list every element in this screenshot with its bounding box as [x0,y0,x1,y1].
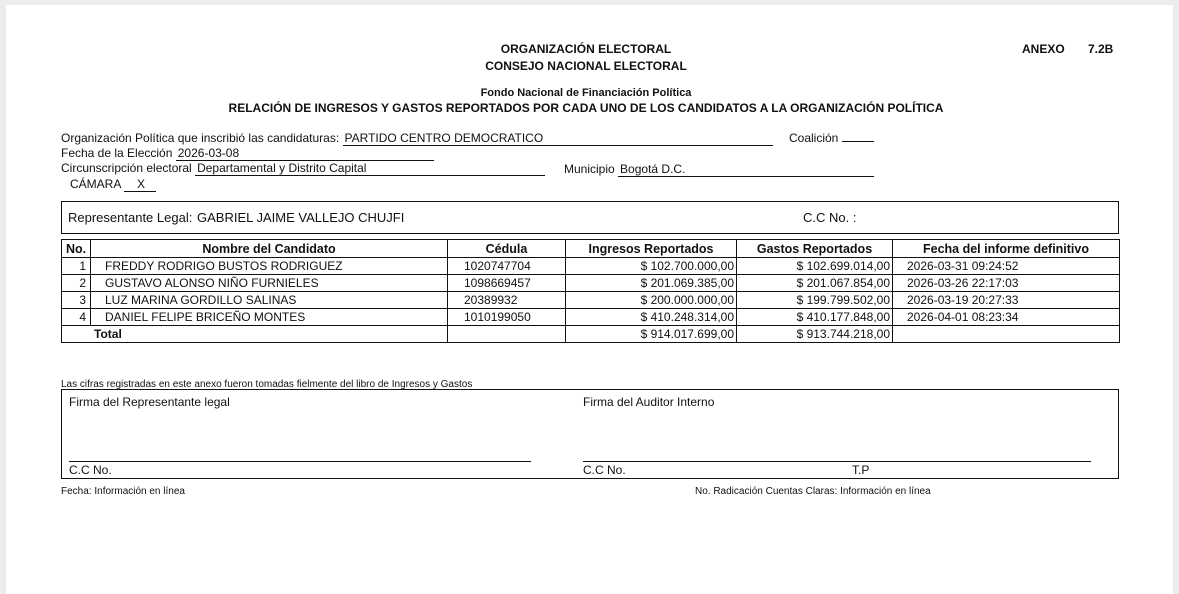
row-expenses: $ 201.067.854,00 [737,275,893,292]
total-row [62,326,1120,343]
org-electoral-title: ORGANIZACIÓN ELECTORAL [500,42,672,56]
date-info: Fecha: Información en línea [61,486,185,497]
signature-box [61,389,1119,479]
municipality-value: Bogotá D.C. [618,163,874,177]
row-name: GUSTAVO ALONSO NIÑO FURNIELES [91,275,448,292]
chamber-value: X [124,178,156,192]
municipality-field [564,162,874,177]
total-id-cell [448,326,566,343]
row-no: 1 [62,258,91,275]
legal-rep-name: GABRIEL JAIME VALLEJO CHUJFI [197,210,405,225]
legal-rep-label: Representante Legal: [68,210,193,225]
election-date-value: 2026-03-08 [176,147,434,161]
document-page [6,5,1173,594]
circ-value: Departamental y Distrito Capital [195,162,545,176]
legal-rep-cc-label: C.C No. : [803,210,857,225]
circ-field [61,161,545,176]
row-expenses: $ 199.799.502,00 [737,292,893,309]
table-row [62,258,1120,275]
coalition-field [789,131,874,145]
row-no: 2 [62,275,91,292]
row-no: 4 [62,309,91,326]
election-date-label: Fecha de la Elección [61,146,173,160]
sig-rep-label: Firma del Representante legal [69,395,230,409]
table-row [62,309,1120,326]
chamber-field [70,177,156,192]
total-income: $ 914.017.699,00 [566,326,737,343]
row-name: DANIEL FELIPE BRICEÑO MONTES [91,309,448,326]
row-id: 1010199050 [448,309,566,326]
coalition-value [842,141,874,142]
row-date: 2026-03-26 22:17:03 [893,275,1120,292]
sig-auditor-line [583,461,1091,462]
legal-rep-box [61,201,1119,234]
chamber-label: CÁMARA [70,177,121,191]
source-note: Las cifras registradas en este anexo fueron tomadas fielmente del libro de Ingresos y Gastos [61,379,473,390]
org-field [61,131,773,146]
filing-info: No. Radicación Cuentas Claras: Información en línea [695,486,931,497]
row-income: $ 201.069.385,00 [566,275,737,292]
fund-title: Fondo Nacional de Financiación Política [480,87,692,99]
header-no: No. [62,240,91,258]
election-date-field [61,146,434,161]
total-date-cell [893,326,1120,343]
header-id: Cédula [448,240,566,258]
header-income: Ingresos Reportados [566,240,737,258]
cc-right-label: C.C No. [583,463,626,477]
annex-number: 7.2B [1088,42,1114,56]
org-label: Organización Política que inscribió las candidaturas: [61,131,340,145]
candidates-table [61,239,1120,343]
row-no: 3 [62,292,91,309]
row-income: $ 200.000.000,00 [566,292,737,309]
row-date: 2026-03-31 09:24:52 [893,258,1120,275]
row-name: LUZ MARINA GORDILLO SALINAS [91,292,448,309]
annex-label: ANEXO [1022,42,1065,56]
row-id: 1020747704 [448,258,566,275]
row-id: 20389932 [448,292,566,309]
table-row [62,292,1120,309]
row-date: 2026-03-19 20:27:33 [893,292,1120,309]
row-expenses: $ 102.699.014,00 [737,258,893,275]
table-row [62,275,1120,292]
sig-rep-line [69,461,531,462]
table-header-row [62,240,1120,258]
row-name: FREDDY RODRIGO BUSTOS RODRIGUEZ [91,258,448,275]
row-id: 1098669457 [448,275,566,292]
municipality-label: Municipio [564,162,615,176]
header-date: Fecha del informe definitivo [893,240,1120,258]
row-income: $ 410.248.314,00 [566,309,737,326]
total-label: Total [62,326,448,343]
row-date: 2026-04-01 08:23:34 [893,309,1120,326]
tp-label: T.P [852,463,870,477]
row-income: $ 102.700.000,00 [566,258,737,275]
report-title: RELACIÓN DE INGRESOS Y GASTOS REPORTADOS POR CADA UNO DE LOS CANDIDATOS A LA ORGANIZACIÓN POLÍTICA [228,101,944,115]
org-value: PARTIDO CENTRO DEMOCRATICO [343,132,773,146]
header-name: Nombre del Candidato [91,240,448,258]
header-expenses: Gastos Reportados [737,240,893,258]
sig-auditor-label: Firma del Auditor Interno [583,395,715,409]
cne-title: CONSEJO NACIONAL ELECTORAL [485,59,687,73]
circ-label: Circunscripción electoral [61,161,192,175]
total-expenses: $ 913.744.218,00 [737,326,893,343]
row-expenses: $ 410.177.848,00 [737,309,893,326]
coalition-label: Coalición [789,131,839,145]
cc-left-label: C.C No. [69,463,112,477]
